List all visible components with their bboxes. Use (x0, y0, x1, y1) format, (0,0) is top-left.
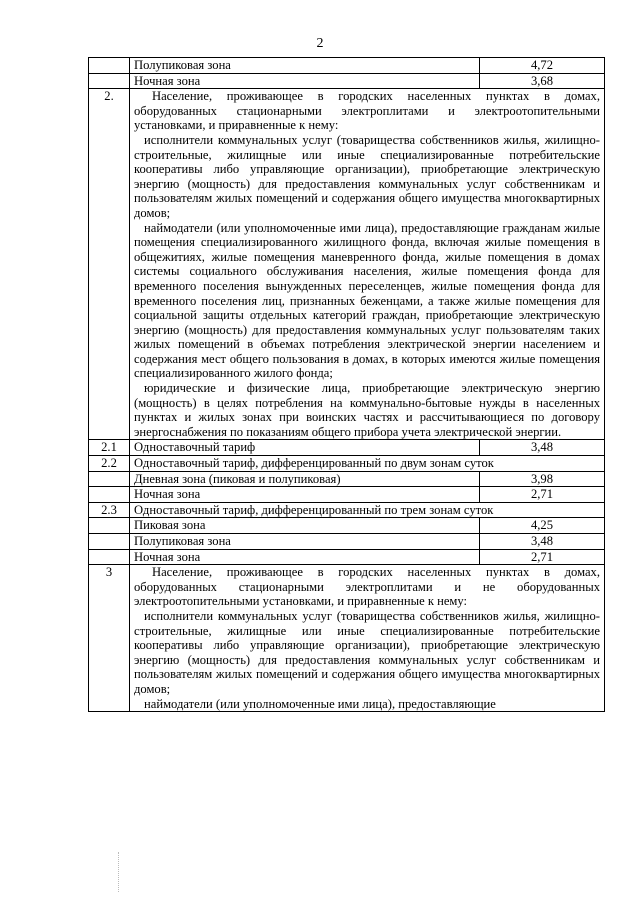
description-paragraph: исполнители коммунальных услуг (товарищества собственников жилья, жилищно-строительные, жилищные или иные специализированные потребительские кооперативы либо управляющие организации), приобретающие электрическую энергию (мощность) для предоставления коммунальных услуг собственникам и пользователям жилых помещений и содержания общего имущества многоквартирных домов; (134, 132, 600, 220)
tariff-group-header: Одноставочный тариф, дифференцированный по трем зонам суток (130, 502, 605, 518)
row-number: 2.3 (89, 502, 130, 518)
table-row (89, 502, 605, 518)
table-row (89, 73, 605, 89)
tariff-label: Ночная зона (130, 487, 480, 503)
row-number (89, 518, 130, 534)
row-number (89, 58, 130, 74)
row-number: 2. (89, 89, 130, 440)
scan-artifact (118, 852, 122, 892)
tariff-value: 3,98 (480, 471, 605, 487)
tariff-value: 3,48 (480, 440, 605, 456)
table-row (89, 471, 605, 487)
table-row (89, 440, 605, 456)
tariff-group-header: Одноставочный тариф, дифференцированный по двум зонам суток (130, 456, 605, 472)
tariff-value: 3,68 (480, 73, 605, 89)
description-paragraph: Население, проживающее в городских населенных пунктах в домах, оборудованных стационарными электроплитами и не оборудованных электроотопительными установками, и приравненные к нему: (134, 565, 600, 609)
tariff-value: 2,71 (480, 549, 605, 565)
tariff-label: Полупиковая зона (130, 534, 480, 550)
consumer-category-description (130, 565, 605, 712)
row-number (89, 534, 130, 550)
consumer-category-description (130, 89, 605, 440)
table-row (89, 58, 605, 74)
tariff-value: 3,48 (480, 534, 605, 550)
row-number: 2.2 (89, 456, 130, 472)
tariff-label: Ночная зона (130, 73, 480, 89)
description-paragraph: юридические и физические лица, приобретающие электрическую энергию (мощность) в целях потребления на коммунально-бытовые нужды в населенных пунктах и жилых зонах при воинских частях и рассчитывающиеся по договору энергоснабжения по показаниям общего прибора учета электрической энергии. (134, 381, 600, 439)
description-paragraph: наймодатели (или уполномоченные ими лица), предоставляющие (144, 696, 496, 711)
row-number (89, 73, 130, 89)
tariff-label: Ночная зона (130, 549, 480, 565)
row-number (89, 487, 130, 503)
table-row (89, 534, 605, 550)
table-row (89, 565, 605, 712)
tariff-table (88, 57, 605, 712)
tariff-label: Полупиковая зона (130, 58, 480, 74)
table-row (89, 89, 605, 440)
tariff-value: 4,72 (480, 58, 605, 74)
row-number: 3 (89, 565, 130, 712)
tariff-label: Пиковая зона (130, 518, 480, 534)
page-number: 2 (316, 36, 324, 51)
row-number (89, 549, 130, 565)
tariff-label: Одноставочный тариф (130, 440, 480, 456)
tariff-value: 4,25 (480, 518, 605, 534)
row-number: 2.1 (89, 440, 130, 456)
description-paragraph: наймодатели (или уполномоченные ими лица), предоставляющие гражданам жилые помещения специализированного жилищного фонда, включая жилые помещения в общежитиях, жилые помещения маневренного фонда, жилые помещения в домах системы социального обслуживания населения, жилые помещения фонда для временного поселения вынужденных переселенцев, жилые помещения фонда для временного поселения лиц, признанных беженцами, а также жилые помещения для социальной защиты отдельных категорий граждан, приобретающие электрическую энергию (мощность) для предоставления коммунальных услуг пользователям таких жилых помещений в объемах потребления электрической энергии населением и содержания мест общего пользования в домах, в которых имеются жилые помещения специализированного жилого фонда; (134, 220, 600, 381)
description-paragraph: исполнители коммунальных услуг (товарищества собственников жилья, жилищно-строительные, жилищные или иные специализированные потребительские кооперативы либо управляющие организации), приобретающие электрическую энергию (мощность) для предоставления коммунальных услуг собственникам и пользователям жилых помещений и содержания общего имущества многоквартирных домов; (134, 608, 600, 696)
description-paragraph: Население, проживающее в городских населенных пунктах в домах, оборудованных стационарными электроплитами и электроотопительными установками, и приравненные к нему: (134, 89, 600, 133)
tariff-value: 2,71 (480, 487, 605, 503)
tariff-label: Дневная зона (пиковая и полупиковая) (130, 471, 480, 487)
table-row (89, 487, 605, 503)
table-row (89, 456, 605, 472)
row-number (89, 471, 130, 487)
table-row (89, 549, 605, 565)
table-row (89, 518, 605, 534)
